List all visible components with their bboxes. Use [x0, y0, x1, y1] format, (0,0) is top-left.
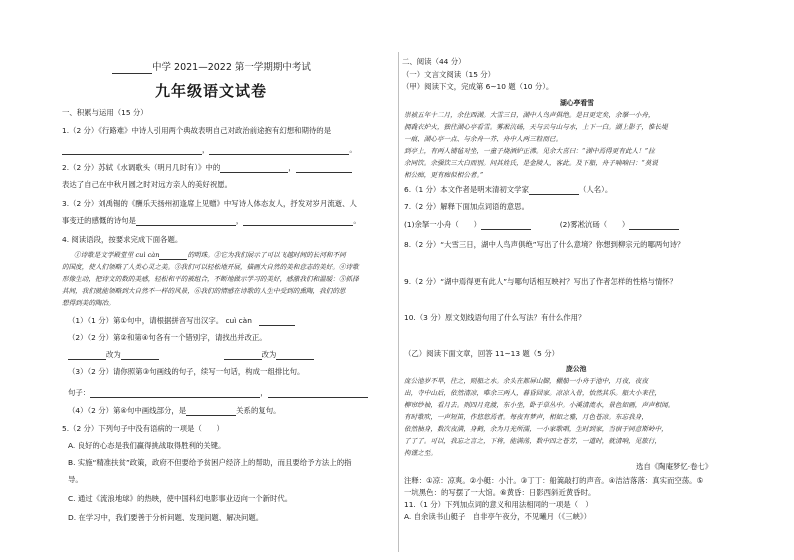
passage-2-notes-1: 注释：①凉：凉爽。②小艇：小汁。③丁丁：船篙敲打的声音。④洁洁落落：真实而空荡。⑤ — [404, 476, 704, 485]
question-3: 3.（2 分）刘禹锡的《酬乐天扬州初逢席上见赠》中写诗人体态友人，抒发对岁月流逝、人 — [62, 199, 357, 208]
passage-2-line-3: 柳帘纱袖，看月去。则四月竞渡，东小坐，卧于草丛中。小溪清流水，景色如画，声声相闻。 — [404, 401, 675, 409]
subsection-2-heading: （乙）阅读下面文章，回答 11~13 题（5 分） — [404, 349, 560, 358]
question-7-items: (1)余拏一小舟（ ） (2)雾凇沆砀（ ） — [404, 220, 679, 230]
q5-option-a[interactable]: A. 良好的心态是我们赢得挑战取得胜利的关键。 — [68, 441, 226, 450]
question-2: 2.（2 分）苏轼《水调歌头（明月几时有）》中的 ， — [62, 163, 352, 173]
passage-2-line-5: 依然抽身，数次夜满，身鹤，余为月光所濡，一小家歌唱，生时到家，当宿于同意斯岭中， — [404, 425, 668, 433]
passage-1-line-3: 一痕、湖心亭一点、与余舟一芥、舟中人两三粒而已。 — [404, 135, 563, 143]
page-title: 九年级语文试卷 — [155, 82, 268, 100]
passage-2-line-2: 出，寺中山后，依然清凉，唯余三两人，暮昏回家。凉凉入骨，怡然其乐。船大小来往， — [404, 389, 662, 397]
passage-2-line-1: 庞公池岁不旱，往之，则船之水。余头在都屏山脚，棚船一小舟于池中，月夜，夜夜 — [404, 377, 648, 385]
passage-1-line-2: 拥毳衣炉火，独往湖心亭看雪。雾凇沆砀，天与云与山与水，上下一白。湖上影子，惟长堤 — [404, 123, 668, 131]
passage-line-2: 的国度，使人们领略了人类心灵之美。③我们可以轻松地开展，描画大自然的美和意志的美好。④诗歌 — [62, 263, 359, 271]
q5-option-b-cont: 导。 — [68, 475, 83, 484]
q5-option-d[interactable]: D. 在学习中，我们要善于分析问题、发现问题、解决问题。 — [68, 513, 264, 522]
passage-2-line-6: 了了了。可以，我忘之言之，下将，能满荡，数中四之苍芳，一道时，就清响，见旅行， — [404, 437, 662, 445]
section-2-heading: 二、阅读（44 分） — [402, 57, 466, 66]
section-1-heading: 一、积累与运用（15 分） — [62, 108, 148, 117]
passage-2-source: 选自《陶庵梦忆·卷七》 — [636, 462, 713, 471]
question-1: 1.（2 分）《行路难》中诗人引用两个典故表明自己对政治前途抱有幻想和期待的是 — [62, 126, 332, 135]
question-8: 8.（2 分）“大雪三日，湖中人鸟声俱绝”写出了什么意境？你想到柳宗元的哪两句诗？ — [404, 240, 685, 249]
q2-blank-2[interactable] — [296, 164, 352, 173]
question-4-1: （1）（1 分）第①句中，请根据拼音写出汉字。 cuì càn — [68, 316, 295, 326]
q3-blank-2[interactable] — [243, 217, 353, 226]
passage-2-notes-2: 一坑黑色：的写摆了一大馆。⑥黄昏：日影西斜近黄昏时。 — [404, 488, 596, 497]
exam-title-line — [112, 62, 311, 74]
subsection-1-instructions: （甲）阅读下文，完成第 6~10 题（10 分）。 — [402, 82, 554, 91]
school-name-blank[interactable] — [112, 65, 152, 74]
exam-title-text: 中学 2021—2022 第一学期期中考试 — [152, 62, 311, 73]
passage-line-5: 想得到美的陶冶。 — [62, 299, 115, 307]
question-10: 10.（3 分）原文划线语句用了什么写法？有什么作用？ — [404, 313, 586, 322]
question-4-2: （2）（2 分）第②和第④句各有一个错别字，请找出并改正。 — [68, 333, 267, 342]
column-divider — [398, 52, 399, 552]
question-4-2-fixes: 改为 改为 — [68, 350, 314, 360]
question-9: 9.（2 分）“湖中焉得更有此人”与哪句话相互映衬？写出了作者怎样的性格与情怀？ — [404, 277, 678, 286]
question-4-prompt: 4. 阅读语段，按要求完成下面各题。 — [62, 235, 183, 244]
question-7: 7.（2 分）解释下面加点词语的意思。 — [404, 202, 529, 211]
passage-2-title: 庞公池 — [566, 365, 587, 373]
passage-1-line-4: 到亭上，有两人铺毡对坐，一童子烧酒炉正沸。见余大喜曰：“湖中焉得更有此人！”拉 — [404, 147, 655, 155]
q2-blank-1[interactable] — [220, 164, 288, 173]
passage-1-line-6: 相公痴，更有痴似相公者。” — [404, 171, 484, 179]
q6-blank[interactable] — [529, 186, 579, 195]
question-5: 5.（2 分）下列句子中没有语病的一项是（ ） — [62, 424, 224, 433]
passage-2-line-7: 拘谨之至。 — [404, 449, 437, 457]
passage-1-line-5: 余同饮。余强饮三大白而别。问其姓氏，是金陵人，客此。及下船，舟子喃喃曰：“莫说 — [404, 159, 658, 167]
question-4-3-answer: 句子： ， — [68, 388, 368, 398]
question-6: 6.（1 分）本文作者是明末清初文学家 （人名）。 — [404, 185, 613, 194]
passage-line-3: 形像生动，把诗文的数的美感，轻松和平的被组合，不断地做示学习的美好，感激我们和温暖：⑤抓择 — [62, 275, 359, 283]
q11-option-a[interactable]: A. 自余读书山艇子 自非亭午夜分，不见曦月（《三峡》） — [404, 512, 591, 521]
passage-1-line-1: 崇祯五年十二月，余住西湖。大雪三日，湖中人鸟声俱绝。是日更定矣，余拏一小舟， — [404, 111, 655, 119]
question-4-3: （3）（2 分）请你照第③句画线的句子，续写一句话，构成一组排比句。 — [68, 367, 305, 376]
question-3-cont: 事变迁的感慨的诗句是 ， 。 — [62, 216, 361, 225]
q5-option-b[interactable]: B. 实施“精准扶贫”政策，政府不但要给予贫困户经济上的帮助，而且要给予方法上的指 — [68, 458, 352, 467]
passage-line-4: 其间，我们就能领略到大自然不一样的风景，⑥我们的情感在诗歌的人生中受到的熏陶，我们的思 — [62, 287, 346, 295]
q5-option-c[interactable]: C. 通过《流浪地球》的热映，使中国科幻电影事业迈向一个新时代。 — [68, 494, 293, 503]
q4-1-blank[interactable] — [259, 317, 295, 326]
passage-1-title: 湖心亭看雪 — [560, 99, 594, 107]
question-1-answer-line[interactable]: ， 。 — [62, 145, 357, 155]
question-11: 11.（1 分）下列加点词的意义和用法相同的一项是（ ） — [404, 500, 593, 509]
q3-blank-1[interactable] — [136, 217, 236, 226]
subsection-1-heading: （一）文言文阅读（15 分） — [402, 70, 496, 79]
passage-line-1: ①诗歌是文学殿堂里 cuì càn 的明珠。②它为我们展示了可以飞越时间的长河和不同 — [74, 251, 346, 259]
question-4-4: （4）（2 分）第④句中画线部分，是 关系的复句。 — [68, 406, 281, 415]
question-2-cont: 表达了自己在中秋月圆之时对远方亲人的美好祝愿。 — [62, 180, 232, 189]
passage-2-line-4: 有时歌吹，一声短笛，作悠悠焉者。每夜有梦声，相如之雅，月色苍凉。东忘我身， — [404, 413, 648, 421]
